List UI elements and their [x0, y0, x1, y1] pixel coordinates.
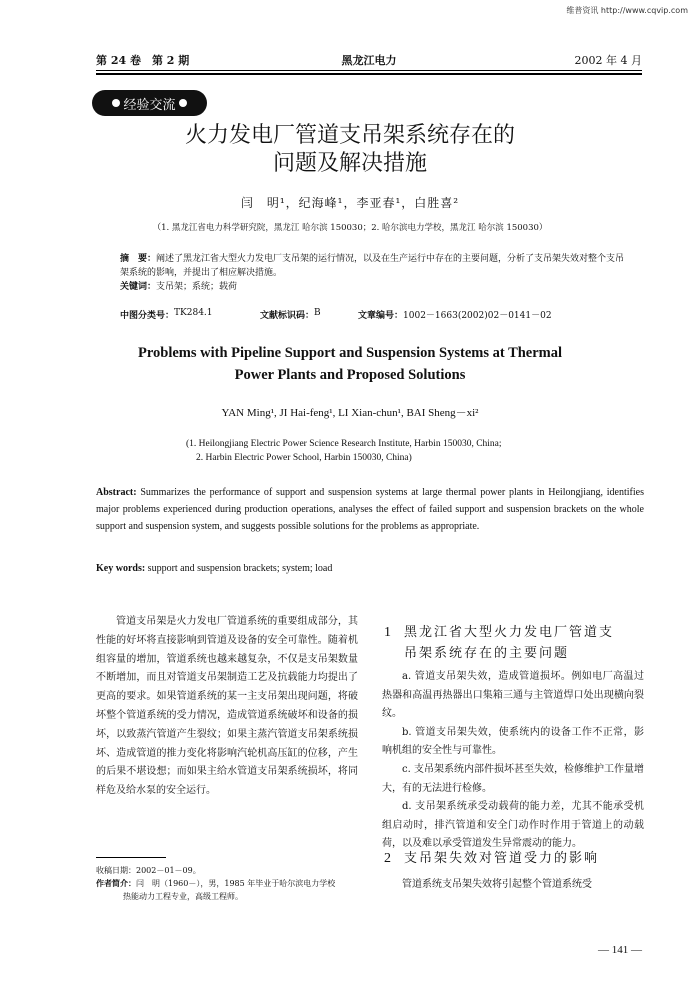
author-bio-label: 作者简介： — [96, 878, 136, 888]
page-number: — 141 — — [598, 944, 642, 956]
running-head — [96, 52, 642, 68]
footnotes — [96, 864, 366, 903]
abstract-cn-label: 摘 要： — [120, 254, 157, 264]
abstract-en-label: Abstract: — [96, 487, 137, 498]
affiliations-en — [186, 437, 502, 465]
affiliations-cn: （1. 黑龙江省电力科学研究院，黑龙江 哈尔滨 150030；2. 哈尔滨电力学校，黑龙江 哈尔滨 150030） — [152, 223, 548, 233]
journal-name: 黑龙江电力 — [341, 54, 397, 67]
keywords-en-text: support and suspension brackets; system; load — [145, 563, 333, 574]
section-number: 1 — [384, 625, 391, 640]
intro-paragraph: 管道支吊架是火力发电厂管道系统的重要组成部分，其性能的好坏将直接影响到管道及设备的安全可靠性。随着机组容量的增加，管道系统也越来越复杂，不仅是支吊架数量不断增加，而且对管道支吊架制造工艺及抗载能力均提出了更高的要求。如果管道系统的某一主支吊架出现问题，将破坏整个管道系统的受力情况，造成管道系统破坏和设备的损坏，以致蒸汽管道产生裂纹；如果主蒸汽管道支吊架系统损坏、造成管道的推力变化将影响汽轮机高压缸的位移，产生的后果不堪设想；而如果主给水管道支吊架系统损坏，将同样危及给水泵的安全运行。 — [96, 616, 358, 797]
footnote-rule — [96, 857, 166, 858]
title-en-line2: Power Plants and Proposed Solutions — [234, 367, 466, 383]
list-item: c. 支吊架系统内部件损坏甚至失效，检修维护工作量增大，有的无法进行检修。 — [382, 763, 644, 794]
section-number: 2 — [384, 851, 391, 866]
section-heading-1 — [384, 622, 644, 664]
clc-value: TK284.1 — [174, 308, 213, 318]
issue-date: 2002 年 4 月 — [574, 54, 642, 67]
list-item: a. 管道支吊架失效，造成管道损坏。例如电厂高温过热器和高温再热器出口集箱三通与主管道焊口处出现横向裂纹。 — [382, 671, 644, 720]
list-item: b. 管道支吊架失效，使系统内的设备工作不正常，影响机组的安全性与可靠性。 — [382, 726, 644, 757]
bullet-icon — [179, 99, 187, 107]
received-date: 收稿日期：2002－01－09。 — [96, 866, 201, 875]
clc-label: 中图分类号： — [120, 311, 175, 321]
section2-text: 管道系统支吊架失效将引起整个管道系统受 — [402, 879, 592, 890]
section-heading-2 — [384, 848, 644, 869]
list-item: d. 支吊架系统承受动载荷的能力差，尤其不能承受机组启动时，排汽管道和安全门动作时作用于管道上的动载荷，以及难以承受管道发生异常震动的能力。 — [382, 801, 644, 850]
affil-en-line2: 2. Harbin Electric Power School, Harbin 150030, China) — [196, 453, 412, 463]
author-bio-line2: 热能动力工程专业，高级工程师。 — [123, 892, 243, 901]
keywords-en — [96, 563, 332, 574]
article-no-label: 文章编号： — [358, 311, 404, 321]
title-en — [0, 342, 700, 386]
section-title: 支吊架失效对管道受力的影响 — [404, 851, 600, 866]
journal-volume: 第 24 卷 第 2 期 — [96, 54, 190, 67]
body-left-column — [96, 613, 358, 801]
bullet-icon — [112, 99, 120, 107]
header-rule — [96, 70, 642, 71]
section-title-line2: 吊架系统存在的主要问题 — [404, 646, 570, 661]
title-cn — [0, 122, 700, 178]
keywords-cn-label: 关键词： — [120, 282, 157, 292]
title-cn-line1: 火力发电厂管道支吊架系统存在的 — [184, 123, 515, 148]
abstract-cn-text: 阐述了黑龙江省大型火力发电厂支吊架的运行情况，以及在生产运行中存在的主要问题，分析了支吊架失效对整个支吊架系统的影响，并提出了相应解决措施。 — [120, 254, 625, 278]
abstract-en — [96, 484, 644, 536]
section-title-line1: 黑龙江省大型火力发电厂管道支 — [404, 625, 615, 640]
affil-en-line1: (1. Heilongjiang Electric Power Science Research Institute, Harbin 150030, China; — [186, 439, 502, 449]
title-en-line1: Problems with Pipeline Support and Suspension Systems at Thermal — [137, 345, 563, 361]
body-right-column — [382, 668, 644, 854]
keywords-en-label: Key words: — [96, 563, 146, 574]
watermark: 维普资讯 http://www.cqvip.com — [566, 6, 688, 15]
authors-cn: 闫 明¹，纪海峰¹，李亚春¹，白胜喜² — [240, 196, 460, 210]
authors-en: YAN Ming¹, JI Hai-feng¹, LI Xian-chun¹, BAI Sheng－xi² — [221, 407, 479, 419]
abstract-cn — [120, 252, 625, 294]
keywords-cn-text: 支吊架；系统；载荷 — [156, 282, 238, 292]
header-rule-thick — [96, 73, 642, 75]
author-bio-line1: 闫 明（1960－），男，1985 年毕业于哈尔滨电力学校 — [136, 879, 336, 888]
column-tag — [92, 90, 207, 116]
doc-code-value: B — [314, 308, 321, 318]
abstract-en-text: Summarizes the performance of support and suspension systems at large thermal power plants in Heilongjiang, identifies major problems experienced during production operations, analyses the effect of failed support and suspension brackets on the whole support and suspension system, and suggests possible solutions for the problems as appropriate. — [96, 487, 644, 533]
column-tag-label: 经验交流 — [123, 97, 176, 113]
title-cn-line2: 问题及解决措施 — [272, 151, 427, 176]
article-no-value: 1002－1663(2002)02－0141－02 — [403, 311, 552, 321]
doc-code-label: 文献标识码： — [260, 311, 315, 321]
